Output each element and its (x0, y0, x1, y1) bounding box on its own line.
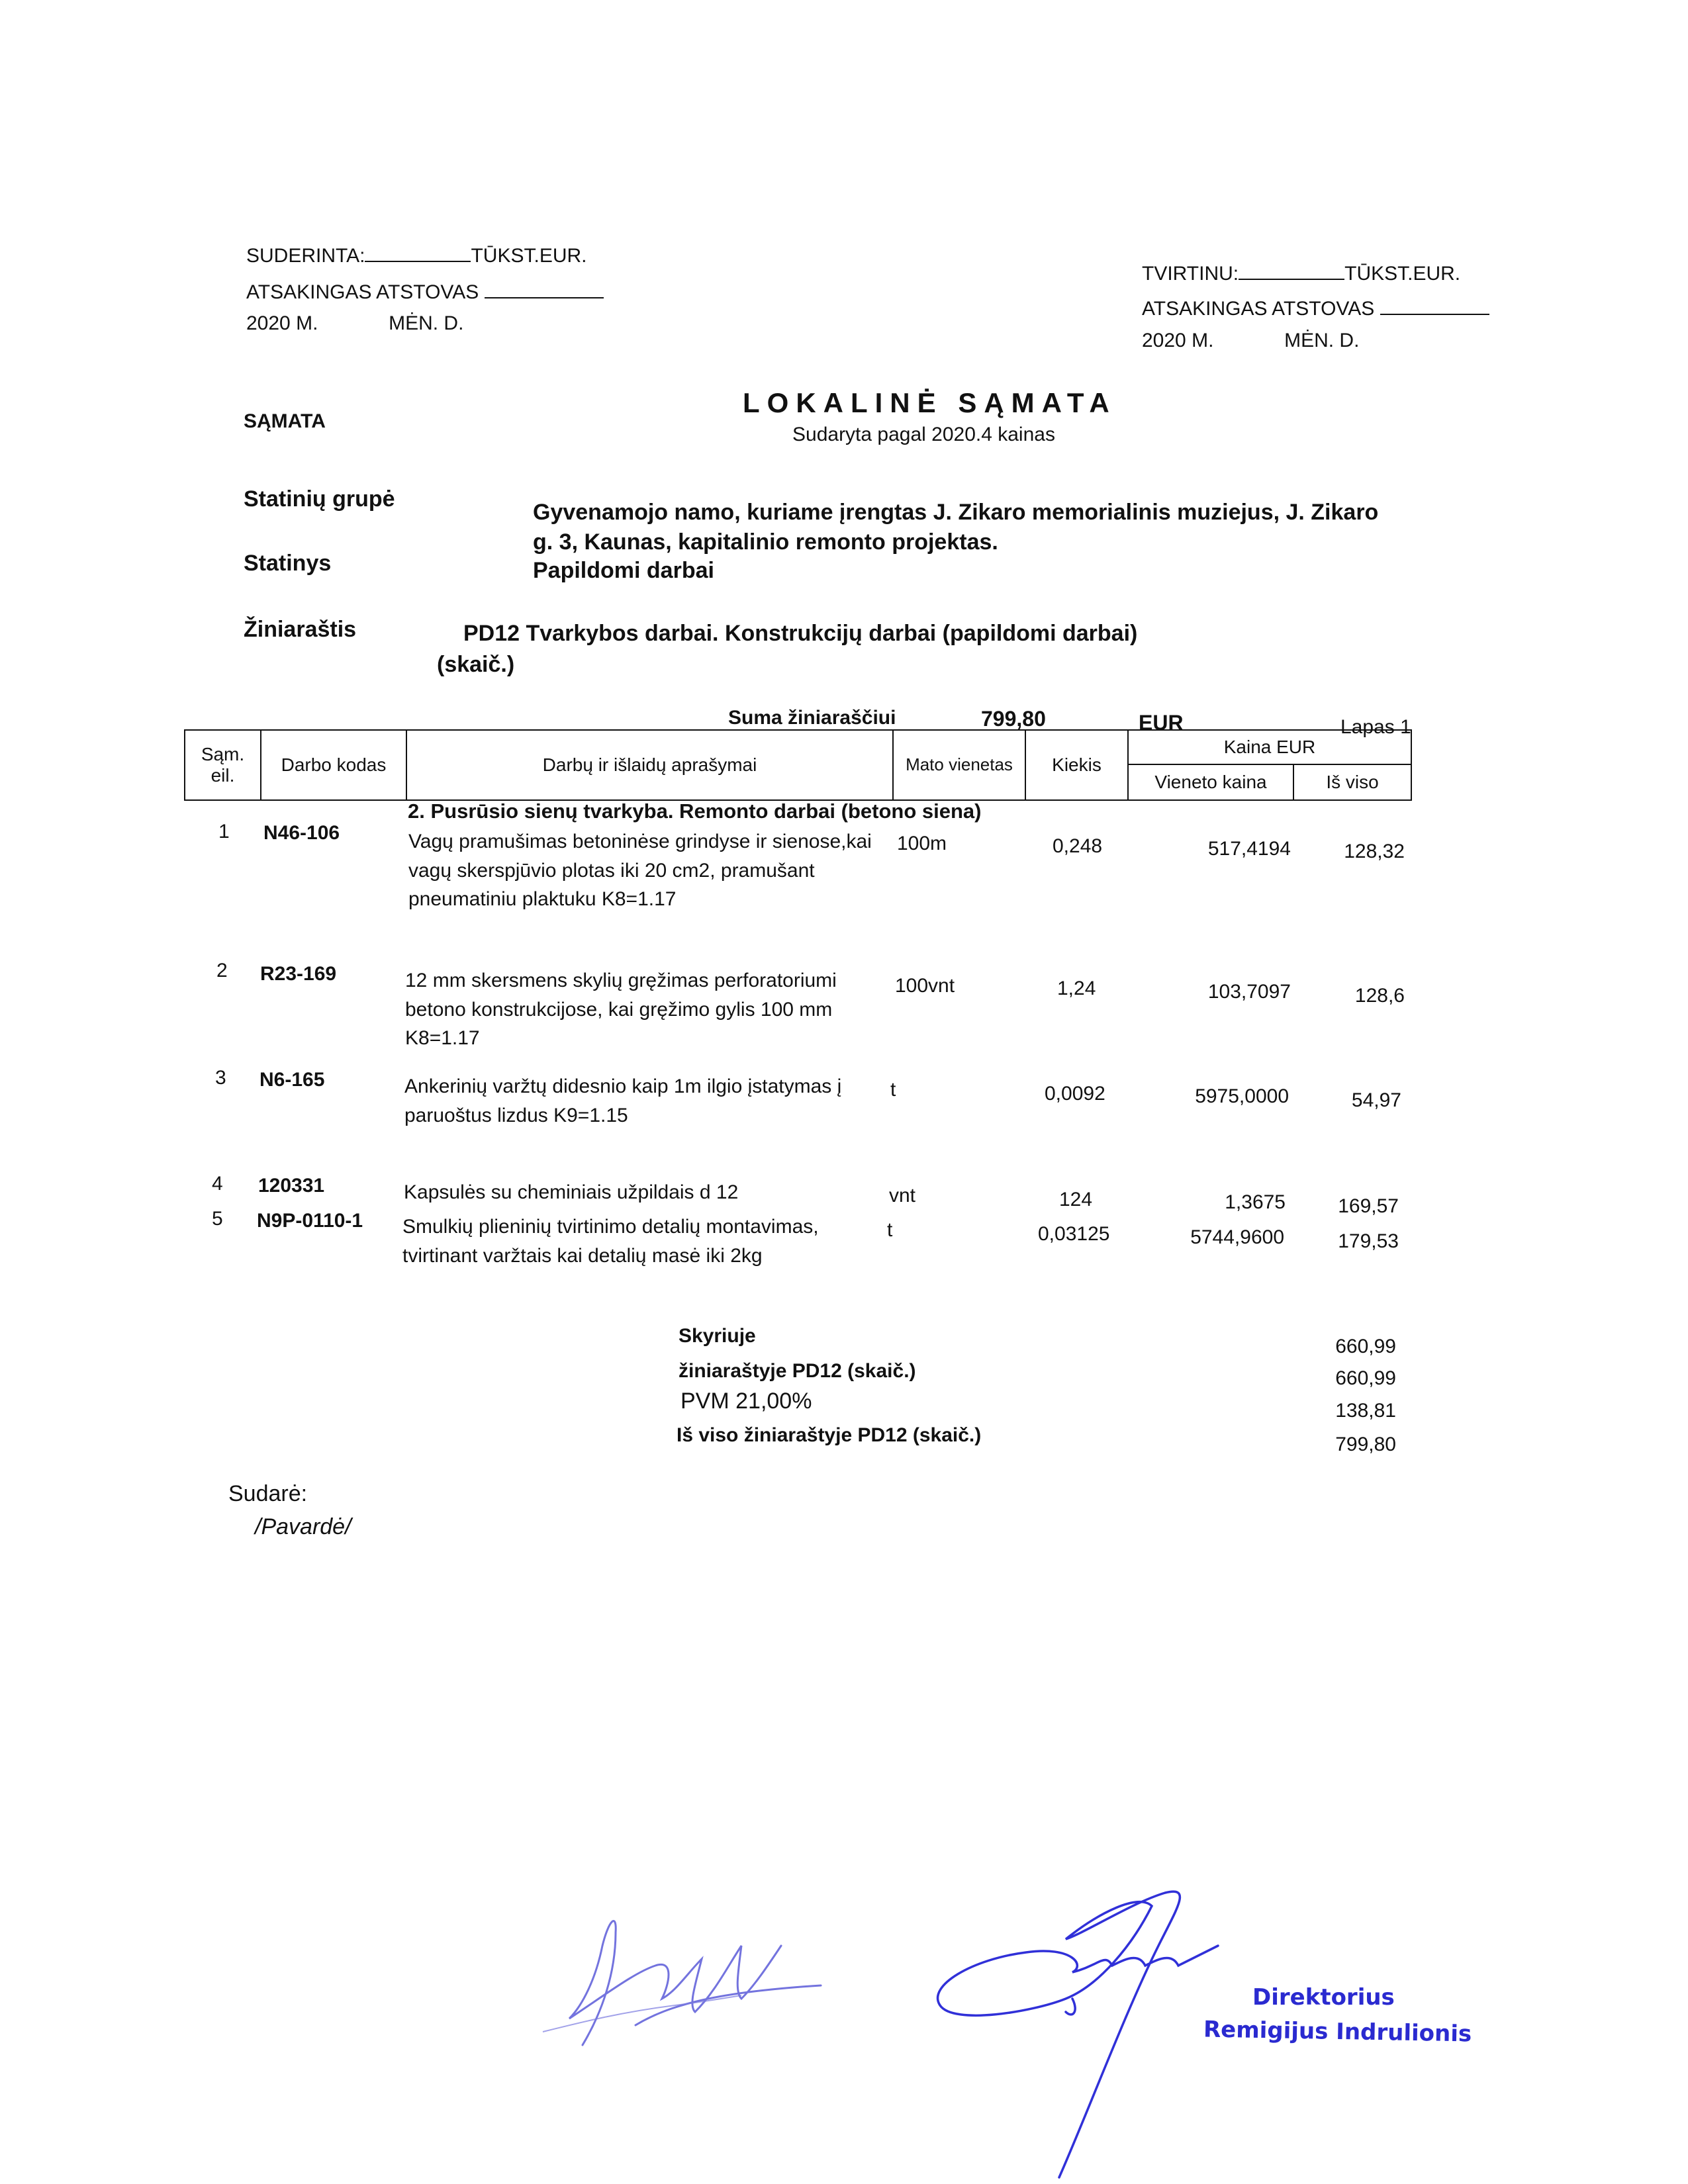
row-3-desc-line1: Ankerinių varžtų didesnio kaip 1m ilgio įstatymas į (404, 1075, 842, 1097)
header-col-unit-price: Vieneto kaina (1129, 765, 1294, 799)
row-4-qty: 124 (1059, 1189, 1093, 1210)
totals-grand-value: 799,80 (1335, 1433, 1396, 1455)
blank-line (365, 261, 471, 262)
row-2-unit: 100vnt (895, 975, 955, 997)
row-2-qty: 1,24 (1057, 978, 1096, 999)
totals-section-value: 660,99 (1335, 1336, 1396, 1357)
row-1-unit: 100m (897, 833, 947, 854)
row-5-desc-line1: Smulkių plieninių tvirtinimo detalių montavimas, (402, 1216, 819, 1238)
header-col-desc: Darbų ir išlaidų aprašymai (407, 731, 894, 799)
building-label: Statinys (244, 551, 332, 576)
section-title: 2. Pusrūsio sienų tvarkyba. Remonto darbai (betono siena) (408, 799, 982, 823)
blank-line (1380, 314, 1489, 315)
row-3-unit-price: 5975,0000 (1195, 1085, 1289, 1107)
row-5-unit-price: 5744,9600 (1190, 1226, 1284, 1248)
row-4-code: 120331 (258, 1175, 325, 1197)
sum-amount: 799,80 (981, 707, 1046, 731)
row-2-total: 128,6 (1354, 985, 1405, 1007)
document-title: LOKALINĖ SĄMATA (743, 387, 1117, 418)
approval-right-line1 (1142, 263, 1460, 285)
approval-left-date (246, 312, 463, 335)
totals-vat-value: 138,81 (1335, 1400, 1396, 1422)
row-5-code: N9P-0110-1 (257, 1210, 363, 1232)
row-4-unit: vnt (889, 1185, 916, 1206)
header-col-unit: Mato vienetas (894, 731, 1026, 799)
row-2-desc-line3: K8=1.17 (405, 1027, 480, 1049)
row-3-description (404, 1072, 881, 1130)
approval-left-year: 2020 M. (246, 312, 318, 334)
row-2-description (405, 966, 882, 1053)
row-3-desc-line2: paruoštus lizdus K9=1.15 (404, 1104, 628, 1126)
row-1-desc-line2: vagų skerspjūvio plotas iki 20 cm2, pramušant (408, 859, 815, 882)
header-col-price-group (1129, 731, 1411, 799)
row-1-qty: 0,248 (1053, 835, 1103, 857)
row-2-unit-price: 103,7097 (1207, 981, 1291, 1003)
approval-right-date (1142, 330, 1359, 352)
totals-vat-label: PVM 21,00% (680, 1388, 812, 1414)
totals-sheet-value: 660,99 (1335, 1367, 1396, 1389)
header-col-total: Iš viso (1326, 771, 1379, 792)
row-1-unit-price: 517,4194 (1207, 838, 1291, 860)
approval-right-month-day: MĖN. D. (1284, 330, 1360, 351)
sheet-value-line1: PD12 Tvarkybos darbai. Konstrukcijų darbai (papildomi darbai) (463, 621, 1138, 646)
row-5-total: 179,53 (1338, 1230, 1399, 1252)
approval-left-suffix: TŪKST.EUR. (471, 245, 587, 267)
document-subtitle: Sudaryta pagal 2020.4 kainas (792, 424, 1055, 445)
page-number: Lapas 1 (1340, 716, 1411, 738)
samata-label: SĄMATA (244, 410, 326, 432)
row-4-desc-line1: Kapsulės su cheminiais užpildais d 12 (404, 1181, 739, 1203)
header-col-no (185, 731, 261, 799)
stamp-role: Direktorius (1252, 1984, 1395, 2011)
header-col-qty: Kiekis (1026, 731, 1129, 799)
row-1-desc-line1: Vagų pramušimas betoninėse grindyse ir sienose,kai (408, 831, 872, 852)
row-1-desc-line3: pneumatiniu plaktuku K8=1.17 (408, 888, 677, 910)
row-2-desc-line1: 12 mm skersmens skylių gręžimas perforatoriumi (405, 970, 837, 991)
row-3-total: 54,97 (1351, 1089, 1401, 1111)
row-2-no: 2 (216, 960, 228, 981)
approval-left-representative: ATSAKINGAS ATSTOVAS (246, 281, 479, 303)
prepared-label: Sudarė: (228, 1481, 308, 1506)
approval-right-suffix: TŪKST.EUR. (1344, 263, 1461, 285)
row-1-total: 128,32 (1344, 841, 1405, 862)
row-3-qty: 0,0092 (1045, 1083, 1105, 1105)
header-col-no-line1: Sąm. (201, 743, 245, 764)
row-5-no: 5 (212, 1208, 223, 1230)
row-4-total: 169,57 (1338, 1195, 1399, 1217)
sum-label: Suma žiniaraščiui (728, 707, 896, 729)
row-5-description (402, 1212, 879, 1270)
group-value-line1: Gyvenamojo namo, kuriame įrengtas J. Zikaro memorialinis muziejus, J. Zikaro (533, 500, 1379, 525)
building-value: Papildomi darbai (533, 558, 714, 583)
group-label: Statinių grupė (244, 486, 395, 512)
sheet-label: Žiniaraštis (244, 617, 357, 642)
row-1-description (408, 827, 885, 914)
row-5-desc-line2: tvirtinant varžtais kai detalių masė iki 2kg (402, 1244, 763, 1267)
totals-sheet-label: žiniaraštyje PD12 (skaič.) (679, 1360, 916, 1382)
header-col-price: Kaina EUR (1129, 731, 1411, 765)
row-3-no: 3 (215, 1067, 226, 1089)
row-5-unit: t (887, 1219, 893, 1241)
row-4-unit-price: 1,3675 (1225, 1191, 1286, 1213)
table-header (184, 729, 1412, 801)
row-2-code: R23-169 (260, 963, 337, 985)
approval-left-month-day: MĖN. D. (389, 312, 464, 334)
stamp-name: Remigijus Indrulionis (1203, 2016, 1472, 2048)
surname-label: /Pavardė/ (255, 1514, 352, 1539)
row-2-desc-line2: betono konstrukcijose, kai gręžimo gylis 100 mm (405, 998, 833, 1021)
header-col-no-line2: eil. (211, 765, 235, 786)
blank-line (485, 297, 604, 298)
row-5-qty: 0,03125 (1038, 1223, 1110, 1245)
approval-left-line1 (246, 245, 587, 267)
signature-left (503, 1893, 847, 2065)
sum-currency: EUR (1139, 711, 1184, 735)
approval-left-line2 (246, 281, 604, 304)
approval-left-prefix: SUDERINTA: (246, 245, 365, 267)
totals-section-label: Skyriuje (679, 1325, 756, 1347)
header-col-code: Darbo kodas (261, 731, 407, 799)
sheet-value-line2: (skaič.) (437, 652, 515, 677)
row-4-description (404, 1178, 880, 1207)
approval-right-prefix: TVIRTINU: (1142, 263, 1239, 285)
row-3-code: N6-165 (259, 1069, 325, 1091)
totals-grand-label: Iš viso žiniaraštyje PD12 (skaič.) (677, 1424, 982, 1446)
row-3-unit: t (890, 1079, 896, 1101)
approval-right-line2 (1142, 298, 1489, 320)
group-value-line2: g. 3, Kaunas, kapitalinio remonto projektas. (533, 529, 998, 555)
approval-right-representative: ATSAKINGAS ATSTOVAS (1142, 298, 1375, 320)
row-1-code: N46-106 (263, 822, 340, 844)
row-4-no: 4 (212, 1173, 223, 1195)
approval-right-year: 2020 M. (1142, 330, 1214, 351)
row-1-no: 1 (218, 821, 230, 842)
blank-line (1239, 279, 1344, 280)
